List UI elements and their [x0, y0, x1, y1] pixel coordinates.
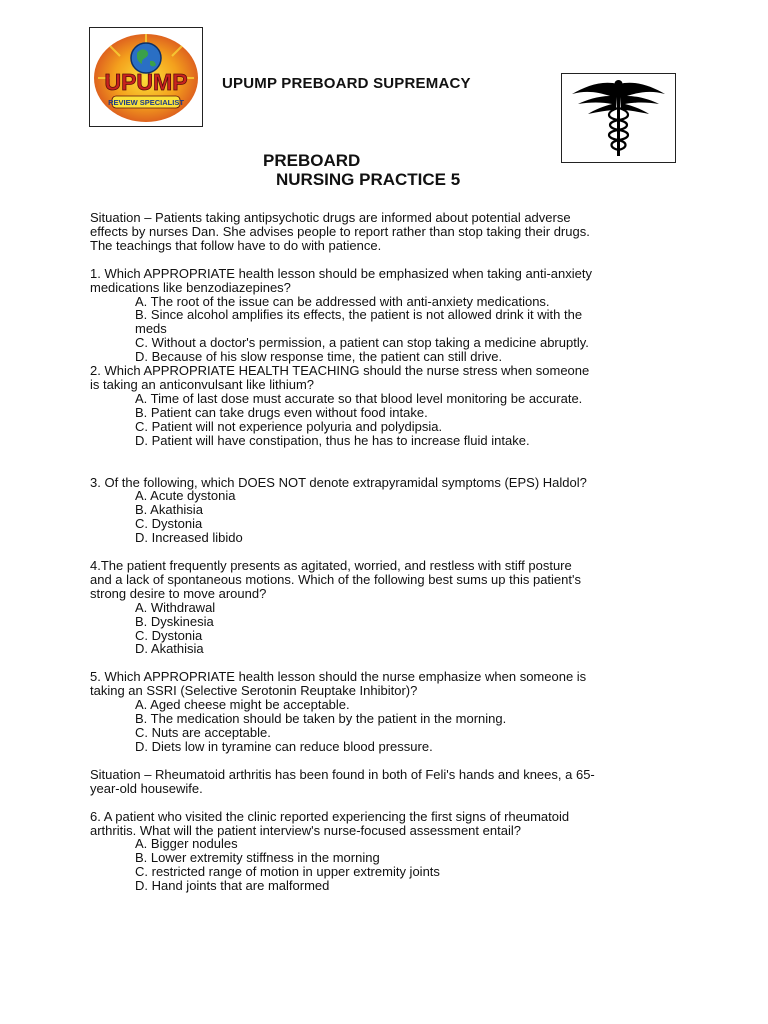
svg-text:UPUMP: UPUMP	[104, 69, 188, 95]
question-2-stem: 2. Which APPROPRIATE HEALTH TEACHING should the nurse stress when someone	[90, 363, 590, 379]
question-5-stem: taking an SSRI (Selective Serotonin Reuptake Inhibitor)?	[90, 683, 418, 699]
situation-2-line: Situation – Rheumatoid arthritis has been found in both of Feli's hands and knees, a 65-	[90, 766, 595, 782]
question-3-stem: 3. Of the following, which DOES NOT denote extrapyramidal symptoms (EPS) Haldol?	[90, 474, 587, 490]
globe-logo-icon	[90, 28, 202, 126]
question-5-option-d: D. Diets low in tyramine can reduce blood pressure.	[135, 738, 433, 754]
title-nursing-practice: NURSING PRACTICE 5	[276, 170, 461, 189]
question-6-option-d: D. Hand joints that are malformed	[135, 878, 330, 894]
question-4-option-c: C. Dystonia	[135, 627, 203, 643]
question-6-option-c: C. restricted range of motion in upper extremity joints	[135, 864, 440, 880]
svg-text:REVIEW SPECIALIST: REVIEW SPECIALIST	[108, 98, 184, 107]
question-4-stem: 4.The patient frequently presents as agitated, worried, and restless with stiff posture	[90, 558, 572, 574]
question-1-option-a: A. The root of the issue can be addressed with anti-anxiety medications.	[135, 293, 550, 309]
situation-1-line: Situation – Patients taking antipsychotic drugs are informed about potential adverse	[90, 210, 571, 225]
question-2-option-d: D. Patient will have constipation, thus he has to increase fluid intake.	[135, 432, 530, 448]
question-3-option-a: A. Acute dystonia	[135, 488, 236, 504]
question-5-option-b: B. The medication should be taken by the patient in the morning.	[135, 711, 507, 727]
caduceus-box	[561, 73, 676, 163]
question-2-option-a: A. Time of last dose must accurate so that blood level monitoring be accurate.	[135, 390, 583, 406]
question-4-stem: and a lack of spontaneous motions. Which of the following best sums up this patient's	[90, 571, 581, 587]
question-4-stem: strong desire to move around?	[90, 585, 267, 601]
caduceus-icon	[562, 74, 675, 162]
question-5-option-a: A. Aged cheese might be acceptable.	[135, 697, 350, 713]
question-2-stem: is taking an anticonvulsant like lithium?	[90, 376, 315, 392]
question-3-option-b: B. Akathisia	[135, 502, 203, 518]
question-3-option-c: C. Dystonia	[135, 516, 203, 532]
question-1-stem: medications like benzodiazepines?	[90, 279, 291, 295]
question-4-option-b: B. Dyskinesia	[135, 613, 214, 629]
question-1-option-d: D. Because of his slow response time, the patient can still drive.	[135, 349, 503, 365]
question-6-stem: 6. A patient who visited the clinic reported experiencing the first signs of rheumatoid	[90, 808, 570, 824]
organization-title: UPUMP PREBOARD SUPREMACY	[222, 75, 471, 92]
question-6-option-b: B. Lower extremity stiffness in the morning	[135, 850, 380, 866]
title-preboard: PREBOARD	[263, 151, 361, 170]
question-6-option-a: A. Bigger nodules	[135, 836, 238, 852]
question-1-option-b: meds	[135, 321, 167, 337]
question-4-option-a: A. Withdrawal	[135, 599, 216, 615]
question-5-stem: 5. Which APPROPRIATE health lesson should the nurse emphasize when someone is	[90, 669, 587, 685]
question-1-option-c: C. Without a doctor's permission, a patient can stop taking a medicine abruptly.	[135, 335, 589, 351]
upump-logo	[89, 27, 203, 127]
question-4-option-d: D. Akathisia	[135, 641, 204, 657]
question-1-option-b: B. Since alcohol amplifies its effects, the patient is not allowed drink it with the	[135, 307, 583, 323]
situation-1-line: effects by nurses Dan. She advises people to report rather than stop taking their drugs.	[90, 223, 590, 239]
question-3-option-d: D. Increased libido	[135, 530, 243, 546]
question-5-option-c: C. Nuts are acceptable.	[135, 725, 271, 740]
situation-2-line: year-old housewife.	[90, 780, 203, 796]
question-1-stem: 1. Which APPROPRIATE health lesson should be emphasized when taking anti-anxiety	[90, 265, 592, 281]
question-2-option-b: B. Patient can take drugs even without food intake.	[135, 404, 428, 420]
question-6-stem: arthritis. What will the patient interview's nurse-focused assessment entail?	[90, 822, 521, 838]
exam-content	[90, 211, 680, 893]
question-2-option-c: C. Patient will not experience polyuria and polydipsia.	[135, 418, 443, 434]
situation-1-line: The teachings that follow have to do with patience.	[90, 237, 382, 253]
